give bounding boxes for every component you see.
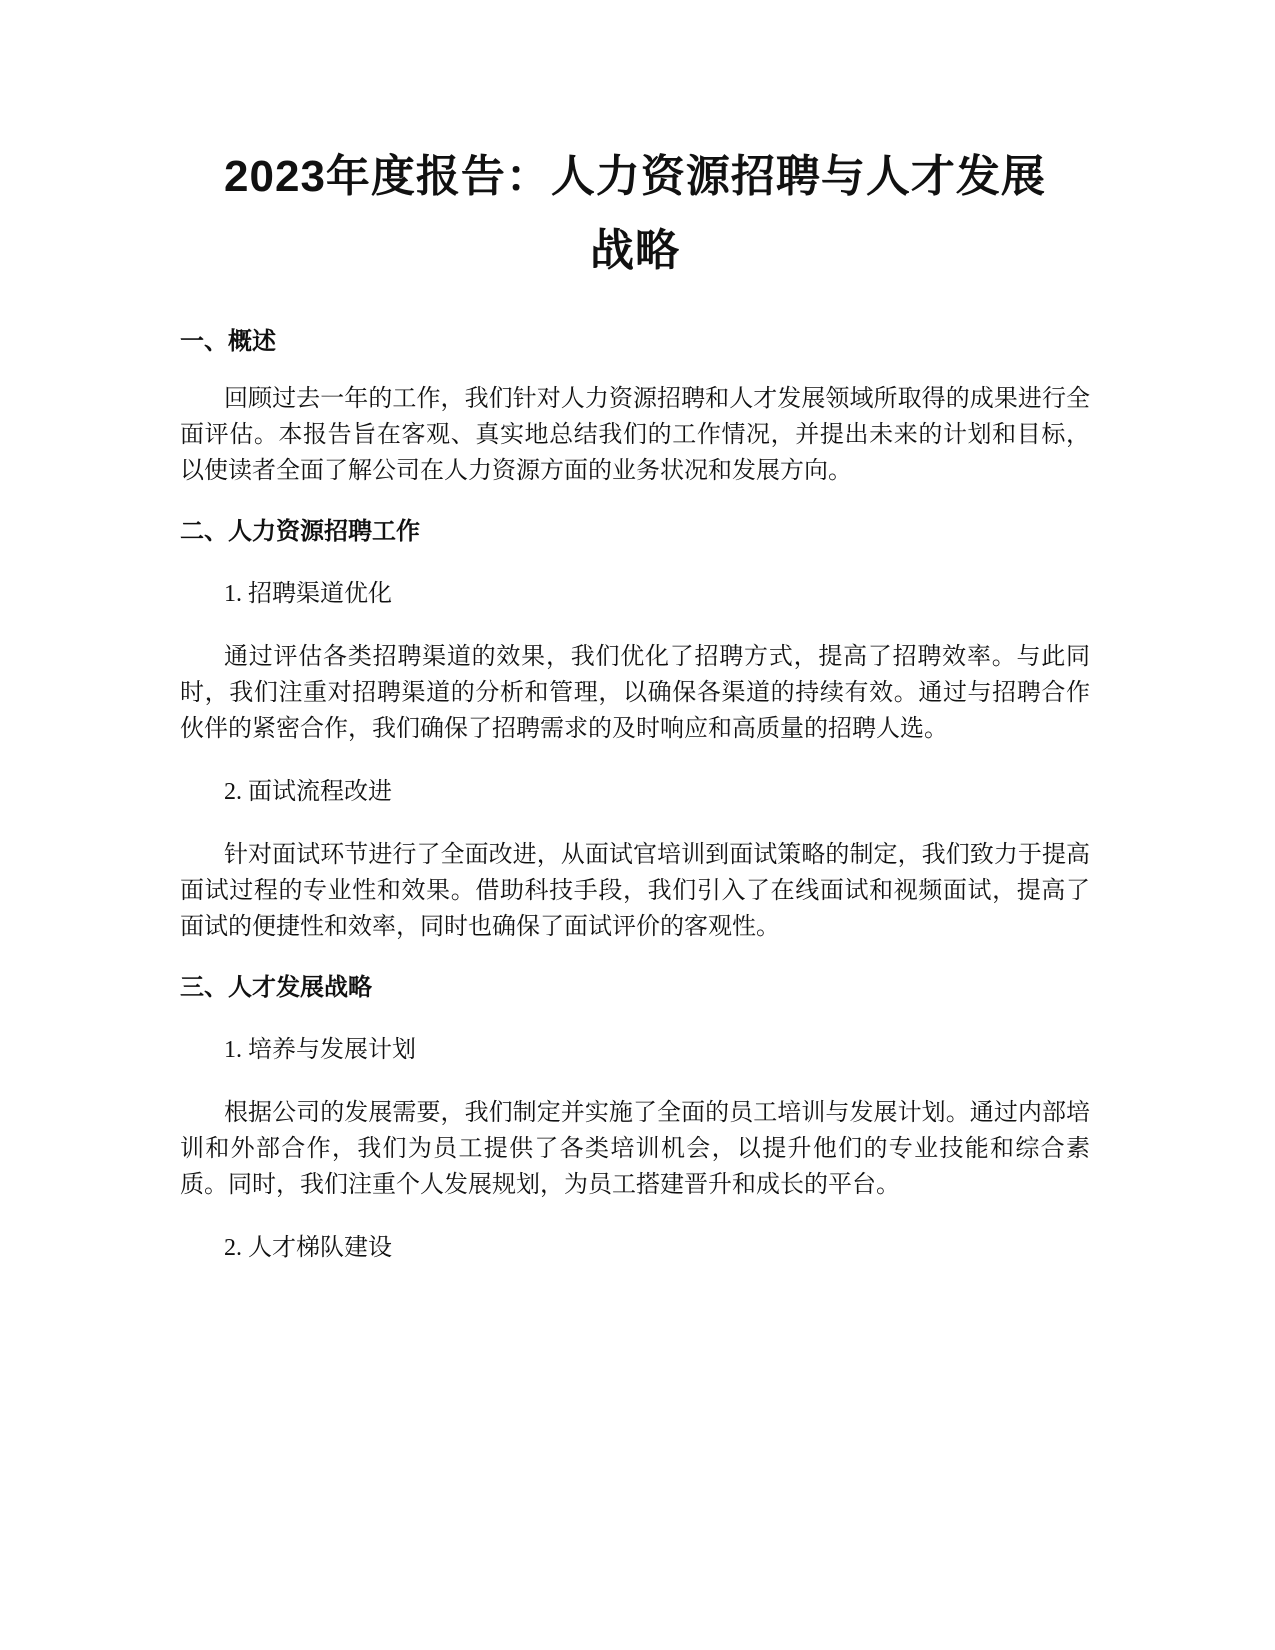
section-heading-talent-development: 三、人才发展战略 [180, 974, 372, 1001]
subheading-training-plan: 1. 培养与发展计划 [224, 1037, 416, 1063]
section-heading-overview: 一、概述 [180, 328, 276, 355]
document-title: 2023年度报告：人力资源招聘与人才发展战略 [224, 152, 1046, 275]
training-plan-paragraph: 根据公司的发展需要，我们制定并实施了全面的员工培训与发展计划。通过内部培训和外部合作，我们为员工提供了各类培训机会，以提升他们的专业技能和综合素质。同时，我们注重个人发展规划，为员工搭建晋升和成长的平台。 [180, 1100, 1090, 1198]
subheading-recruitment-channels: 1. 招聘渠道优化 [224, 581, 392, 607]
recruitment-channels-paragraph: 通过评估各类招聘渠道的效果，我们优化了招聘方式，提高了招聘效率。与此同时，我们注重对招聘渠道的分析和管理，以确保各渠道的持续有效。通过与招聘合作伙伴的紧密合作，我们确保了招聘需求的及时响应和高质量的招聘人选。 [180, 644, 1090, 742]
document-page [180, 140, 1090, 1265]
subheading-interview-process: 2. 面试流程改进 [224, 779, 392, 805]
subheading-talent-pipeline: 2. 人才梯队建设 [224, 1235, 392, 1261]
section-heading-recruitment: 二、人力资源招聘工作 [180, 518, 420, 545]
overview-paragraph: 回顾过去一年的工作，我们针对人力资源招聘和人才发展领域所取得的成果进行全面评估。本报告旨在客观、真实地总结我们的工作情况，并提出未来的计划和目标，以使读者全面了解公司在人力资源方面的业务状况和发展方向。 [180, 386, 1090, 484]
interview-process-paragraph: 针对面试环节进行了全面改进，从面试官培训到面试策略的制定，我们致力于提高面试过程的专业性和效果。借助科技手段，我们引入了在线面试和视频面试，提高了面试的便捷性和效率，同时也确保了面试评价的客观性。 [180, 842, 1090, 940]
